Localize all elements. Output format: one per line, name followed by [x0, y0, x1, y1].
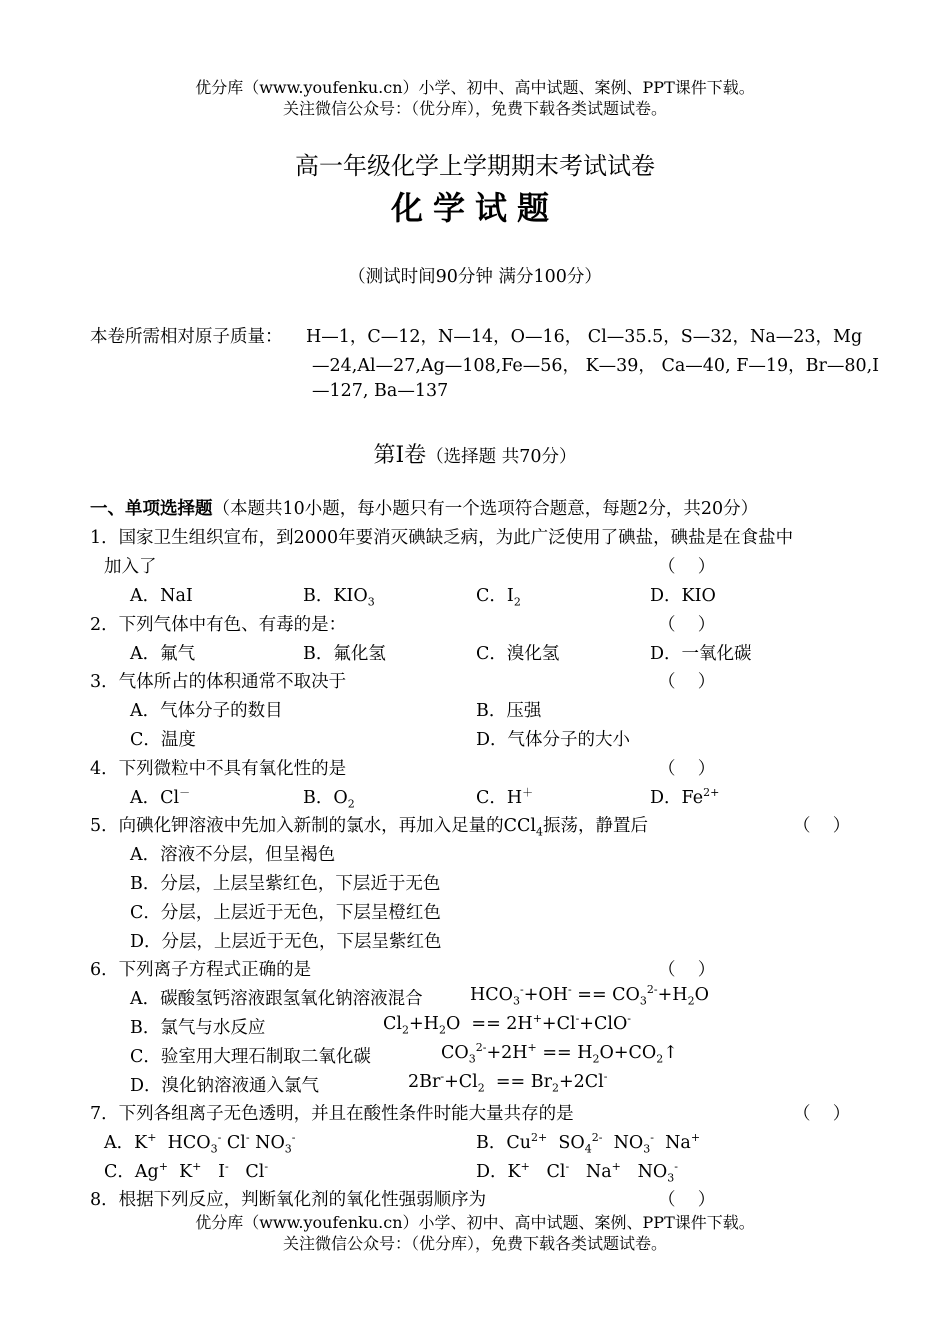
q7-answer-paren: （ ） — [793, 1104, 851, 1124]
q5-option-d: D．分层，上层近于无色，下层呈紫红色 — [130, 932, 442, 952]
q6-answer-paren: （ ） — [658, 960, 716, 980]
q5-option-a: A．溶液不分层，但呈褐色 — [130, 845, 336, 865]
q4-option-c-text: C．H — [476, 788, 523, 808]
q7-option-b-label: B． — [476, 1133, 507, 1153]
q7-option-a: A．K+ $HCO_3^-$ Cl- $NO_3^-$ — [104, 1131, 296, 1156]
header-line-2: 关注微信公众号：（优分库），免费下载各类试题试卷。 — [282, 99, 667, 118]
q5-option-c: C．分层，上层近于无色，下层呈橙红色 — [130, 903, 441, 923]
exam-info: （测试时间90分钟 满分100分） — [348, 267, 602, 287]
q4-option-d-text: D．Fe — [650, 788, 704, 808]
atomic-mass-label: 本卷所需相对原子质量： — [90, 327, 283, 347]
q6-option-a-label: A．碳酸氢钙溶液跟氢氧化钠溶液混合 — [130, 989, 423, 1009]
q1-answer-paren: （ ） — [658, 557, 716, 577]
q1-option-d: D．KIO — [650, 586, 716, 606]
q7-option-c: C．Ag+ K+ I- Cl- — [104, 1160, 269, 1182]
q1-option-c-text: C．I — [476, 586, 514, 606]
part-heading — [90, 495, 758, 520]
q6-option-d-equation: $2Br^-+Cl_2 == Br_2+2Cl^-$ — [408, 1070, 608, 1095]
q1-option-b-text: B．KIO — [303, 586, 368, 606]
atomic-mass-line-1: H—1，C—12，N—14，O—16， Cl—35.5，S—32，Na—23，Mg — [306, 327, 863, 347]
q3-stem: 3．气体所占的体积通常不取决于 — [90, 672, 347, 692]
q4-option-d: D．$Fe^{2+}$ — [650, 786, 720, 808]
atomic-mass-line-3: —127, Ba—137 — [312, 381, 449, 401]
q7-option-a-label: A． — [104, 1133, 135, 1153]
q2-answer-paren: （ ） — [658, 615, 716, 635]
q1-option-b: B．$KIO_3$ — [303, 586, 375, 609]
q5-option-b: B．分层，上层呈紫红色，下层近于无色 — [130, 874, 441, 894]
q4-option-a-text: A．Cl — [130, 788, 180, 808]
q4-option-c: C．H＋ — [476, 786, 534, 808]
q6-option-c-equation: $CO_3^{2-}+2H^+$ == $H_2O+CO_2↑$ — [441, 1041, 678, 1066]
q6-option-c-label: C．验室用大理石制取二氧化碳 — [130, 1047, 371, 1067]
q5-answer-paren: （ ） — [793, 816, 851, 836]
q5-stem: 5．向碘化钾溶液中先加入新制的氯水，再加入足量的CCl$_4$振荡，静置后 — [90, 816, 649, 839]
q5-stem-text: 5．向碘化钾溶液中先加入新制的氯水，再加入足量的CCl — [90, 816, 537, 836]
q6-option-b-label: B．氯气与水反应 — [130, 1018, 266, 1038]
q4-stem: 4．下列微粒中不具有氧化性的是 — [90, 759, 347, 779]
q2-option-d: D．一氧化碳 — [650, 644, 752, 664]
q7-option-c-label: C． — [104, 1162, 135, 1182]
footer-line-2: 关注微信公众号：（优分库），免费下载各类试题试卷。 — [282, 1234, 667, 1253]
q8-stem: 8．根据下列反应，判断氧化剂的氧化性强弱顺序为 — [90, 1190, 487, 1210]
q7-option-b: B．$Cu^{2+}$ $SO_4^{2-}$ $NO_3^-$ Na+ — [476, 1131, 701, 1156]
q7-option-d: D．K+ Cl- Na+ $NO_3^-$ — [476, 1160, 678, 1185]
q2-option-c: C．溴化氢 — [476, 644, 560, 664]
q2-stem: 2．下列气体中有色、有毒的是： — [90, 615, 347, 635]
q8-answer-paren: （ ） — [658, 1190, 716, 1210]
q1-stem: 1．国家卫生组织宣布，到2000年要消灭碘缺乏病，为此广泛使用了碘盐，碘盐是在食盐中 — [90, 528, 794, 548]
section-note: （选择题 共70分） — [426, 447, 577, 467]
q7-stem: 7．下列各组离子无色透明，并且在酸性条件时能大量共存的是 — [90, 1104, 574, 1124]
q4-option-a: A．Cl－ — [130, 786, 191, 808]
q3-answer-paren: （ ） — [658, 672, 716, 692]
footer-line-1: 优分库（www.youfenku.cn）小学、初中、高中试题、案例、PPT课件下载。 — [195, 1213, 755, 1232]
q4-option-b: B．$O_2$ — [303, 788, 355, 811]
q2-option-a: A．氟气 — [130, 644, 196, 664]
section-title: 第Ⅰ卷 — [373, 443, 427, 468]
q1-option-c: C．$I_2$ — [476, 586, 521, 609]
q5-stem-end: 振荡，静置后 — [543, 816, 649, 836]
q6-stem: 6．下列离子方程式正确的是 — [90, 960, 312, 980]
q6-option-b-equation: $Cl_2+H_2O == 2H^++Cl^-+ClO^-$ — [383, 1012, 632, 1037]
part-title: 一、单项选择题 — [90, 499, 213, 519]
section-heading — [0, 438, 950, 469]
q3-option-c: C．温度 — [130, 730, 196, 750]
q2-option-b: B．氟化氢 — [303, 644, 386, 664]
q4-option-b-text: B．O — [303, 788, 348, 808]
q1-option-a: A．NaI — [130, 586, 193, 606]
q6-option-a-equation: $HCO_3^-+OH^- == CO_3^{2-}+H_2O$ — [470, 983, 709, 1008]
q7-option-d-label: D． — [476, 1162, 508, 1182]
q6-option-d-label: D．溴化钠溶液通入氯气 — [130, 1076, 320, 1096]
q3-option-d: D．气体分子的大小 — [476, 730, 631, 750]
q4-answer-paren: （ ） — [658, 759, 716, 779]
q3-option-a: A．气体分子的数目 — [130, 701, 283, 721]
q3-option-b: B．压强 — [476, 701, 542, 721]
header-line-1: 优分库（www.youfenku.cn）小学、初中、高中试题、案例、PPT课件下载。 — [195, 78, 755, 97]
q1-stem-cont: 加入了 — [104, 557, 157, 577]
atomic-mass-line-2: —24,Al—27,Ag—108,Fe—56， K—39， Ca—40, F—19，Br—80,I — [312, 356, 880, 376]
exam-title: 高一年级化学上学期期末考试试卷 — [295, 152, 655, 180]
exam-subtitle: 化学试题 — [390, 189, 559, 227]
part-note: （本题共10小题，每小题只有一个选项符合题意，每题2分，共20分） — [212, 499, 759, 519]
